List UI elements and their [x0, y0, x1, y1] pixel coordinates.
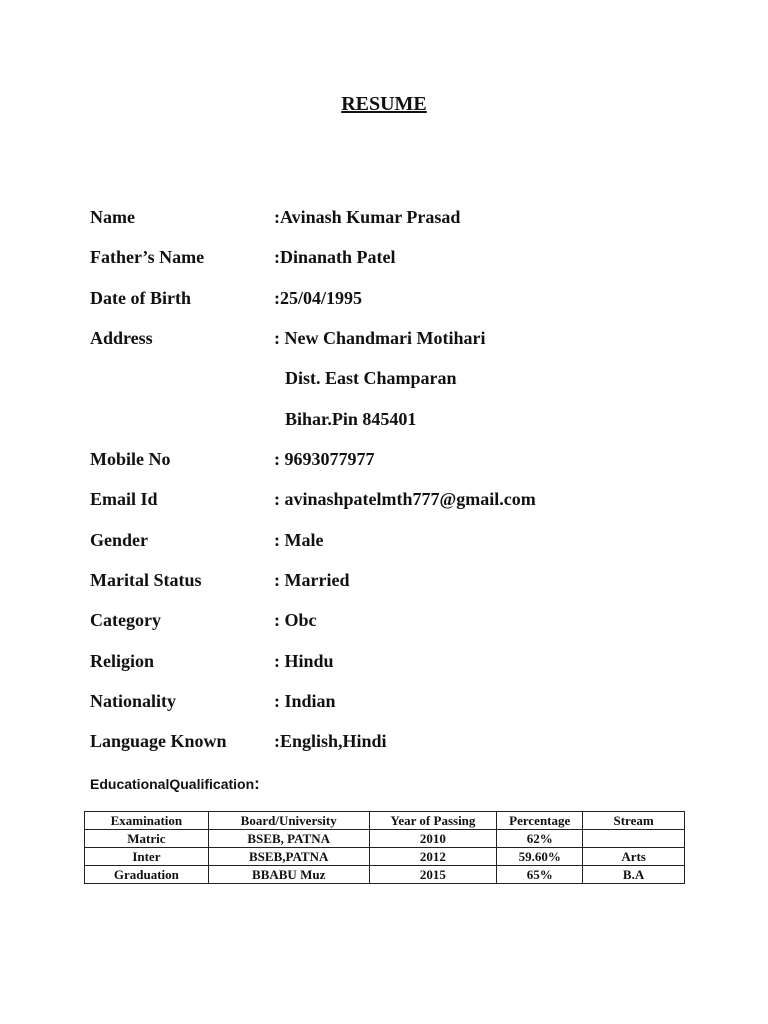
field-value: :25/04/1995: [274, 288, 362, 308]
table-cell: 62%: [497, 830, 583, 848]
field-date-of-birth: [90, 288, 362, 309]
field-value: : Obc: [274, 610, 317, 630]
field-name: [90, 207, 460, 228]
table-cell: 59.60%: [497, 848, 583, 866]
table-cell: 2015: [369, 866, 497, 884]
field-mobile: [90, 449, 375, 470]
field-value: :Avinash Kumar Prasad: [274, 207, 461, 227]
table-cell: 65%: [497, 866, 583, 884]
field-value: : Hindu: [274, 651, 334, 671]
field-label: Language Known: [90, 731, 227, 751]
field-label: Marital Status: [90, 570, 202, 590]
field-gender: [90, 530, 323, 551]
field-value: :Dinanath Patel: [274, 247, 396, 267]
field-label: Date of Birth: [90, 288, 191, 308]
field-marital-status: [90, 570, 349, 591]
field-label: Name: [90, 207, 135, 227]
table-row: [85, 848, 685, 866]
field-label: Religion: [90, 651, 155, 671]
field-label: Father’s Name: [90, 247, 205, 267]
field-father-name: [90, 247, 396, 268]
header-examination: Examination: [85, 812, 209, 830]
field-value: : avinashpatelmth777@gmail.com: [274, 489, 536, 509]
header-year-of-passing: Year of Passing: [369, 812, 497, 830]
table-row: [85, 866, 685, 884]
resume-title: RESUME: [341, 93, 427, 115]
table-row: [85, 830, 685, 848]
field-value: :English,Hindi: [274, 731, 387, 751]
table-cell: Inter: [85, 848, 209, 866]
field-religion: [90, 651, 334, 672]
field-value: : Male: [274, 530, 324, 550]
field-value: : Indian: [274, 691, 336, 711]
field-email: [90, 489, 536, 510]
education-table: [84, 811, 685, 884]
field-language-known: [90, 731, 387, 752]
field-label: Email Id: [90, 489, 158, 509]
field-nationality: [90, 691, 336, 712]
header-stream: Stream: [583, 812, 685, 830]
table-cell: 2012: [369, 848, 497, 866]
table-cell: BSEB,PATNA: [208, 848, 369, 866]
table-header-row: [85, 812, 685, 830]
field-label: Gender: [90, 530, 148, 550]
field-label: Nationality: [90, 691, 177, 711]
field-address: [90, 328, 485, 349]
address-line-2: Dist. East Champaran: [285, 368, 457, 388]
field-label: Mobile No: [90, 449, 171, 469]
field-value: : Married: [274, 570, 350, 590]
table-cell: [583, 830, 685, 848]
header-percentage: Percentage: [497, 812, 583, 830]
education-heading: [90, 774, 260, 794]
address-line-3: Bihar.Pin 845401: [285, 409, 417, 429]
table-cell: BSEB, PATNA: [208, 830, 369, 848]
table-cell: 2010: [369, 830, 497, 848]
table-cell: B.A: [583, 866, 685, 884]
table-cell: Graduation: [85, 866, 209, 884]
field-value: : 9693077977: [274, 449, 375, 469]
field-value: : New Chandmari Motihari: [274, 328, 486, 348]
education-heading-colon: :: [254, 774, 260, 793]
header-board-university: Board/University: [208, 812, 369, 830]
table-cell: Arts: [583, 848, 685, 866]
table-cell: BBABU Muz: [208, 866, 369, 884]
field-label: Category: [90, 610, 161, 630]
table-cell: Matric: [85, 830, 209, 848]
field-label: Address: [90, 328, 153, 348]
education-heading-text: EducationalQualification: [90, 776, 255, 792]
field-category: [90, 610, 317, 631]
